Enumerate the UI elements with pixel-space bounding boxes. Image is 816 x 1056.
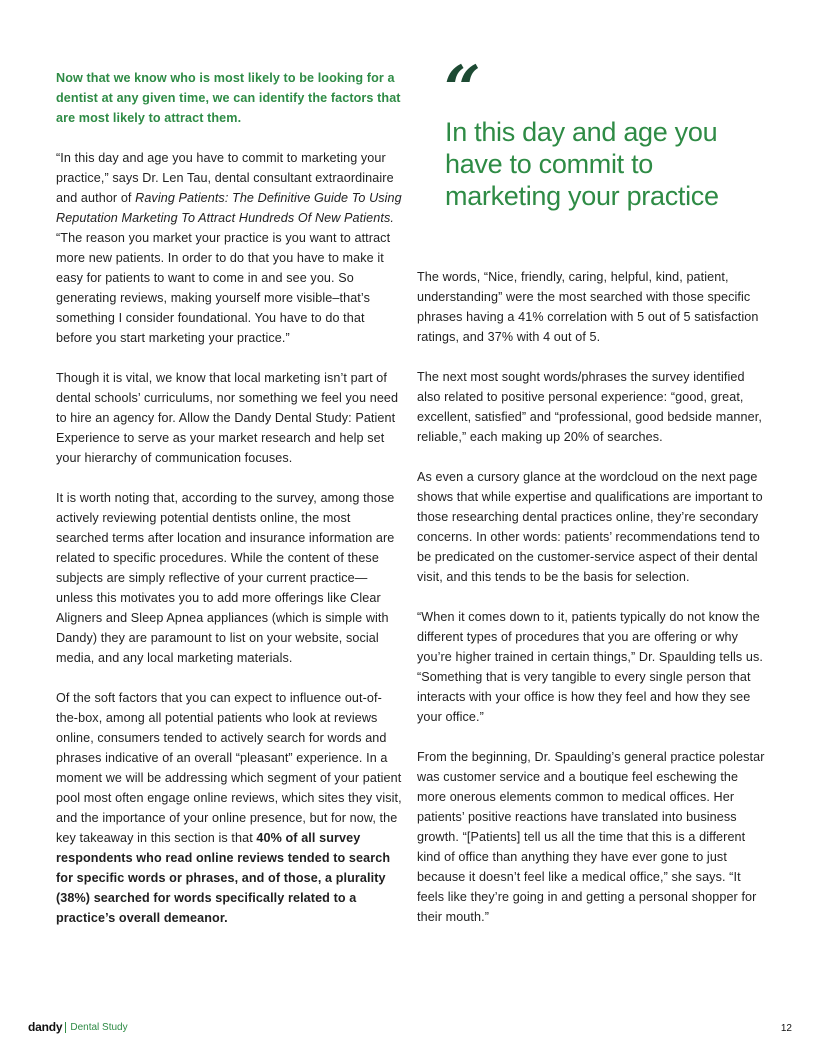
right-paragraph-4: “When it comes down to it, patients typically do not know the different types of procedures that you are offering or why you’re higher trained in certain things,” Dr. Spaulding tells us. “Something that is very tangible to every single person that interacts with your office is how they feel and how they see your office.” — [417, 610, 764, 724]
right-column — [417, 267, 765, 947]
right-paragraph-3: As even a cursory glance at the wordcloud on the next page shows that while expertise and qualifications are important to those researching dental practices online, they’re secondary concerns. In other words: patients’ recommendations tend to be predicated on the customer-service aspect of their dental visit, and this tends to be the basis for selection. — [417, 470, 763, 584]
paragraph-text: “The reason you market your practice is you want to attract more new patients. In order to do that you have to make it easy for patients to want to come in and see you. So generating reviews, making yourself more visible–that’s something I consider foundational. You have to do that before you start marketing your practice.” — [56, 231, 391, 345]
left-paragraph-1 — [56, 148, 402, 348]
left-paragraph-2: Though it is vital, we know that local marketing isn’t part of dental schools’ curriculums, nor something we feel you need to hire an agency for. Allow the Dandy Dental Study: Patient Experience to serve as your market research and help set your hierarchy of communication focuses. — [56, 371, 399, 465]
dandy-logo: dandy — [28, 1020, 63, 1034]
page-number: 12 — [780, 1023, 792, 1034]
footer — [28, 1020, 128, 1034]
right-paragraph-5: From the beginning, Dr. Spaulding’s general practice polestar was customer service and a boutique feel eschewing the more onerous elements common to medical offices. Her patients’ positive reactions have translated into business growth. “[Patients] tell us all the time that this is a different kind of office than anything they have ever gone to just because it doesn’t feel like a medical office,” she says. “It feels like they’re going in and getting a personal shopper for their mouth.” — [417, 750, 765, 924]
paragraph-text: Of the soft factors that you can expect to influence out-of-the-box, among all potential patients who look at reviews online, consumers tended to actively search for words and phrases indicative of an overall “pleasant” experience. In a moment we will be addressing which segment of your patient pool most often engage online reviews, which sites they visit, and the importance of your online presence, but for now, the key takeaway in this section is that — [56, 691, 402, 845]
book-title: Raving Patients: The Definitive Guide To Using Reputation Marketing To Attract Hundreds Of New Patients. — [56, 191, 402, 225]
pull-quote: In this day and age you have to commit to marketing your practice — [445, 117, 719, 211]
quote-mark-icon: “ — [444, 52, 481, 127]
intro-text: Now that we know who is most likely to be looking for a dentist at any given time, we can identify the factors that are most likely to attract them. — [56, 71, 401, 125]
footer-subtitle: Dental Study — [70, 1021, 128, 1033]
left-paragraph-4 — [56, 688, 402, 928]
right-paragraph-1: The words, “Nice, friendly, caring, helpful, kind, patient, understanding” were the most searched with those specific phrases having a 41% correlation with 5 out of 5 satisfaction ratings, and 37% with 4 out of 5. — [417, 270, 759, 344]
left-paragraph-3: It is worth noting that, according to the survey, among those actively reviewing potential dentists online, the most searched terms after location and insurance information are related to specific procedures. While the content of these subjects are simply reflective of your current practice—unless this motivates you to add more offerings like Clear Aligners and Sleep Apnea appliances (which is simple with Dandy) they are paramount to list on your website, social media, and any local marketing materials. — [56, 491, 395, 665]
left-column — [56, 68, 402, 948]
right-paragraph-2: The next most sought words/phrases the survey identified also related to positive personal experience: “good, great, excellent, satisfied” and “professional, good bedside manner, reliable,” each making up 20% of searches. — [417, 370, 762, 444]
footer-divider — [65, 1022, 66, 1033]
key-takeaway: 40% of all survey respondents who read online reviews tended to search for specific words or phrases, and of those, a plurality (38%) searched for words specifically related to a practice’s overall demeanor. — [56, 831, 391, 925]
paragraph-text: “In this day and age you have to commit to marketing your practice,” says Dr. Len Tau, dental consultant extraordinaire and author of — [56, 151, 394, 205]
